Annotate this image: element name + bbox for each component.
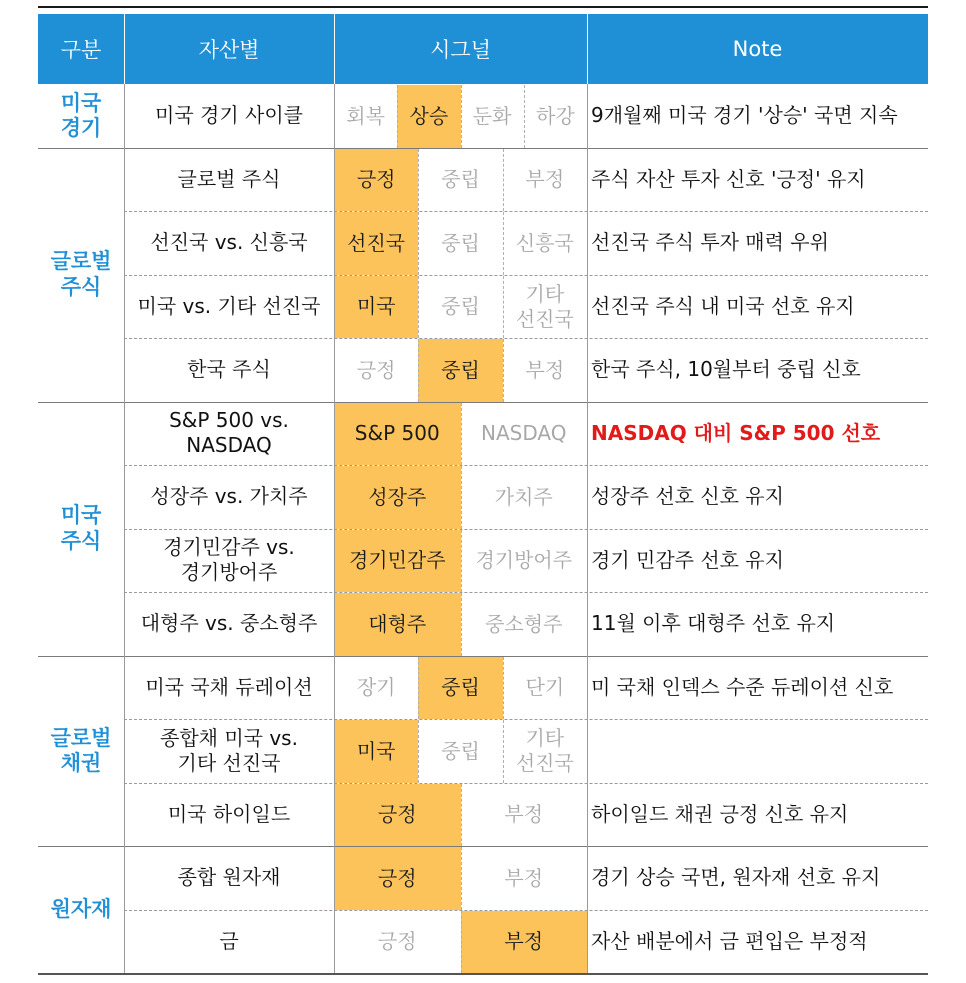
asset-label: S&P 500 vs. NASDAQ [169, 408, 289, 458]
signal-option: 부정 [525, 357, 565, 382]
note-text: 경기 상승 국면, 원자재 선호 유지 [591, 865, 881, 890]
signal-active: S&P 500 [334, 403, 461, 466]
signal-table [38, 6, 928, 970]
signal-divider [418, 212, 419, 275]
signal-option: 부정 [504, 865, 544, 890]
signal-option: 부정 [504, 802, 544, 827]
header-divider [124, 14, 125, 84]
signal-option: NASDAQ [481, 421, 567, 446]
group-label: 글로벌 주식 [50, 249, 112, 299]
signal-option: 단기 [525, 675, 565, 700]
signal-active: 긍정 [334, 847, 461, 910]
row-divider [124, 465, 928, 466]
note-text: 선진국 주식 내 미국 선호 유지 [591, 293, 855, 318]
asset-label: 글로벌 주식 [177, 166, 281, 191]
signal-option: 부정 [525, 167, 565, 192]
signal-option: 기타 선진국 [515, 281, 574, 331]
signal-divider [461, 784, 462, 847]
signal-divider [418, 657, 419, 720]
asset-label: 미국 경기 사이클 [155, 103, 303, 128]
signal-option: 중립 [441, 738, 480, 763]
signal-option: 장기 [356, 675, 396, 700]
note-text: 11월 이후 대형주 선호 유지 [591, 611, 836, 636]
signal-divider [461, 847, 462, 910]
signal-divider [503, 276, 504, 339]
signal-active: 긍정 [334, 784, 461, 847]
row-divider [124, 529, 928, 530]
signal-option: 회복 [346, 103, 385, 128]
group-label: 미국 경기 [60, 90, 102, 140]
signal-option: 중소형주 [485, 611, 563, 636]
note-text: 자산 배분에서 금 편입은 부정적 [591, 928, 868, 953]
signal-option: 중립 [441, 230, 480, 255]
signal-divider [461, 466, 462, 529]
signal-divider [503, 149, 504, 212]
asset-label: 금 [219, 928, 239, 953]
group-label: 원자재 [50, 896, 112, 921]
header-divider [334, 14, 335, 84]
note-text: 9개월째 미국 경기 '상승' 국면 지속 [591, 103, 898, 128]
note-text: 성장주 선호 신호 유지 [591, 484, 784, 509]
column-divider [334, 84, 335, 973]
signal-option: 중립 [441, 294, 480, 319]
signal-active: 중립 [418, 339, 502, 402]
signal-active: 경기민감주 [334, 530, 461, 593]
asset-label: 선진국 vs. 신흥국 [150, 230, 308, 255]
bottom-rule [38, 973, 928, 975]
signal-option: 둔화 [472, 103, 512, 128]
row-divider [124, 338, 928, 339]
top-rule [38, 6, 928, 8]
signal-divider [461, 530, 462, 593]
note-text: 한국 주식, 10월부터 중립 신호 [591, 357, 861, 382]
asset-label: 성장주 vs. 가치주 [150, 484, 308, 509]
note-text: 경기 민감주 선호 유지 [591, 547, 784, 572]
signal-active: 미국 [334, 276, 418, 339]
header-signal: 시그널 [334, 14, 587, 84]
signal-active: 중립 [418, 657, 502, 720]
asset-label: 미국 국채 듀레이션 [145, 674, 313, 699]
asset-label: 미국 하이일드 [167, 801, 291, 826]
header-group: 구분 [38, 14, 124, 84]
group-divider [38, 656, 928, 657]
signal-divider [418, 720, 419, 783]
asset-label: 경기민감주 vs. 경기방어주 [163, 535, 295, 585]
asset-label: 미국 vs. 기타 선진국 [137, 293, 321, 318]
signal-divider [418, 339, 419, 402]
group-divider [38, 846, 928, 847]
signal-option: 가치주 [494, 484, 553, 509]
signal-active: 긍정 [334, 149, 418, 212]
signal-divider [524, 85, 525, 148]
signal-divider [461, 911, 462, 974]
signal-option: 중립 [441, 167, 480, 192]
note-text: 하이일드 채권 긍정 신호 유지 [591, 801, 849, 826]
signal-option: 신흥국 [515, 230, 574, 255]
asset-label: 한국 주식 [187, 357, 271, 382]
row-divider [124, 592, 928, 593]
signal-divider [503, 212, 504, 275]
signal-active: 미국 [334, 720, 418, 783]
signal-option: 긍정 [377, 929, 417, 954]
signal-divider [461, 403, 462, 466]
asset-label: 종합채 미국 vs. 기타 선진국 [160, 725, 298, 775]
column-divider [124, 84, 125, 973]
note-text [587, 719, 928, 783]
signal-divider [503, 657, 504, 720]
signal-option: 경기방어주 [475, 548, 573, 573]
signal-option: 긍정 [356, 357, 396, 382]
signal-option: 기타 선진국 [515, 726, 574, 776]
signal-divider [503, 339, 504, 402]
note-text: 미 국채 인덱스 수준 듀레이션 신호 [591, 674, 894, 699]
signal-divider [461, 85, 462, 148]
column-divider [587, 84, 588, 973]
asset-label: 종합 원자재 [177, 865, 281, 890]
signal-divider [503, 720, 504, 783]
signal-option: 하강 [536, 103, 575, 128]
note-text: NASDAQ 대비 S&P 500 선호 [591, 420, 881, 445]
signal-active: 상승 [397, 85, 460, 148]
signal-active: 선진국 [334, 212, 418, 275]
signal-active: 성장주 [334, 466, 461, 529]
signal-divider [418, 276, 419, 339]
asset-label: 대형주 vs. 중소형주 [140, 611, 318, 636]
signal-active: 부정 [461, 911, 588, 974]
signal-divider [418, 149, 419, 212]
signal-divider [397, 85, 398, 148]
signal-divider [461, 593, 462, 656]
row-divider [124, 275, 928, 276]
row-divider [124, 910, 928, 911]
note-text: 주식 자산 투자 신호 '긍정' 유지 [591, 166, 866, 191]
header-note: Note [587, 14, 928, 84]
group-divider [38, 402, 928, 403]
signal-active: 대형주 [334, 593, 461, 656]
header-divider [587, 14, 588, 84]
header-asset: 자산별 [124, 14, 334, 84]
group-label: 미국 주식 [60, 503, 102, 553]
note-text: 선진국 주식 투자 매력 우위 [591, 230, 829, 255]
group-label: 글로벌 채권 [50, 725, 112, 775]
group-divider [38, 148, 928, 149]
row-divider [124, 211, 928, 212]
row-divider [124, 783, 928, 784]
row-divider [124, 719, 928, 720]
